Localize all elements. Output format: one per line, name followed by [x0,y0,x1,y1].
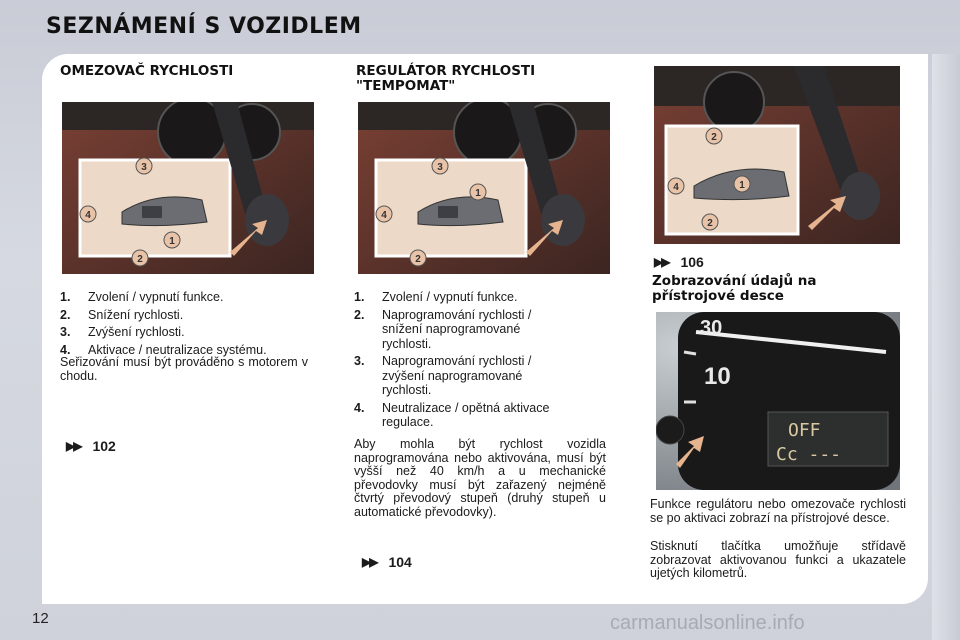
page-title: SEZNÁMENÍ S VOZIDLEM [46,14,362,39]
content-panel [42,54,928,604]
limiter-title: OMEZOVAČ RYCHLOSTI [60,63,234,79]
svg-text:4: 4 [381,210,387,221]
display-stalk-photo [654,66,900,244]
svg-text:4: 4 [673,182,679,193]
cruise-list [354,290,604,433]
panel-shadow [932,54,960,640]
svg-text:30: 30 [700,317,723,339]
double-arrow-right-icon: ▶▶ [66,439,81,453]
stalk-illustration [654,66,900,244]
cruise-title: REGULÁTOR RYCHLOSTI "TEMPOMAT" [356,63,536,94]
svg-text:4: 4 [85,210,91,221]
limiter-page-ref[interactable]: ▶▶ 102 [66,438,116,454]
list-item: 2. Naprogramování rychlosti / snížení naprogramované rychlosti. [354,307,532,351]
display-para-2: Stisknutí tlačítka umožňuje střídavě zobrazovat aktivovanou funkci a ukazatele ujetých kilometrů. [650,539,906,580]
cruise-note: Aby mohla být rychlost vozidla naprogramována nebo aktivována, musí být vyšší než 40 km/h a u mechanické převodovky musí být zařazený nejméně čtvrtý převodový stupeň (druhý stupeň u automatické převodovky). [354,437,606,519]
display-page-ref[interactable]: ▶▶ 106 [654,254,704,270]
page-number: 12 [32,610,49,627]
display-para-1: Funkce regulátoru nebo omezovače rychlosti se po aktivaci zobrazí na přístrojové desce. [650,497,906,525]
limiter-photo [62,102,314,274]
svg-text:OFF: OFF [788,420,821,441]
stalk-illustration [358,102,610,274]
svg-text:2: 2 [707,218,713,229]
svg-text:2: 2 [137,254,143,265]
list-item: 3. Zvýšení rychlosti. [60,325,185,339]
svg-text:2: 2 [711,132,717,143]
display-title: Zobrazování údajů na přístrojové desce [652,273,817,304]
list-item: 4. Neutralizace / opětná aktivace regulace. [354,400,550,429]
cruise-photo [358,102,610,274]
limiter-note: Seřizování musí být prováděno s motorem v chodu. [60,355,308,383]
svg-text:1: 1 [739,180,745,191]
double-arrow-right-icon: ▶▶ [654,255,669,269]
svg-text:Cc ---: Cc --- [776,444,842,465]
svg-text:1: 1 [475,188,481,199]
instrument-panel-photo [656,312,900,490]
gauge-illustration [656,312,900,490]
stalk-illustration [62,102,314,274]
list-item: 1. Zvolení / vypnutí funkce. [60,290,224,304]
svg-text:2: 2 [415,254,421,265]
svg-text:3: 3 [437,162,443,173]
watermark: carmanualsonline.info [610,612,805,634]
list-item: 3. Naprogramování rychlosti / zvýšení naprogramované rychlosti. [354,354,532,397]
list-item: 1. Zvolení / vypnutí funkce. [354,290,518,304]
limiter-list [60,290,322,360]
svg-text:1: 1 [169,236,175,247]
list-item: 4. Aktivace / neutralizace systému. [60,342,267,357]
list-item: 2. Snížení rychlosti. [60,307,184,322]
double-arrow-right-icon: ▶▶ [362,555,377,569]
svg-text:10: 10 [704,363,731,390]
svg-text:3: 3 [141,162,147,173]
cruise-page-ref[interactable]: ▶▶ 104 [362,554,412,570]
